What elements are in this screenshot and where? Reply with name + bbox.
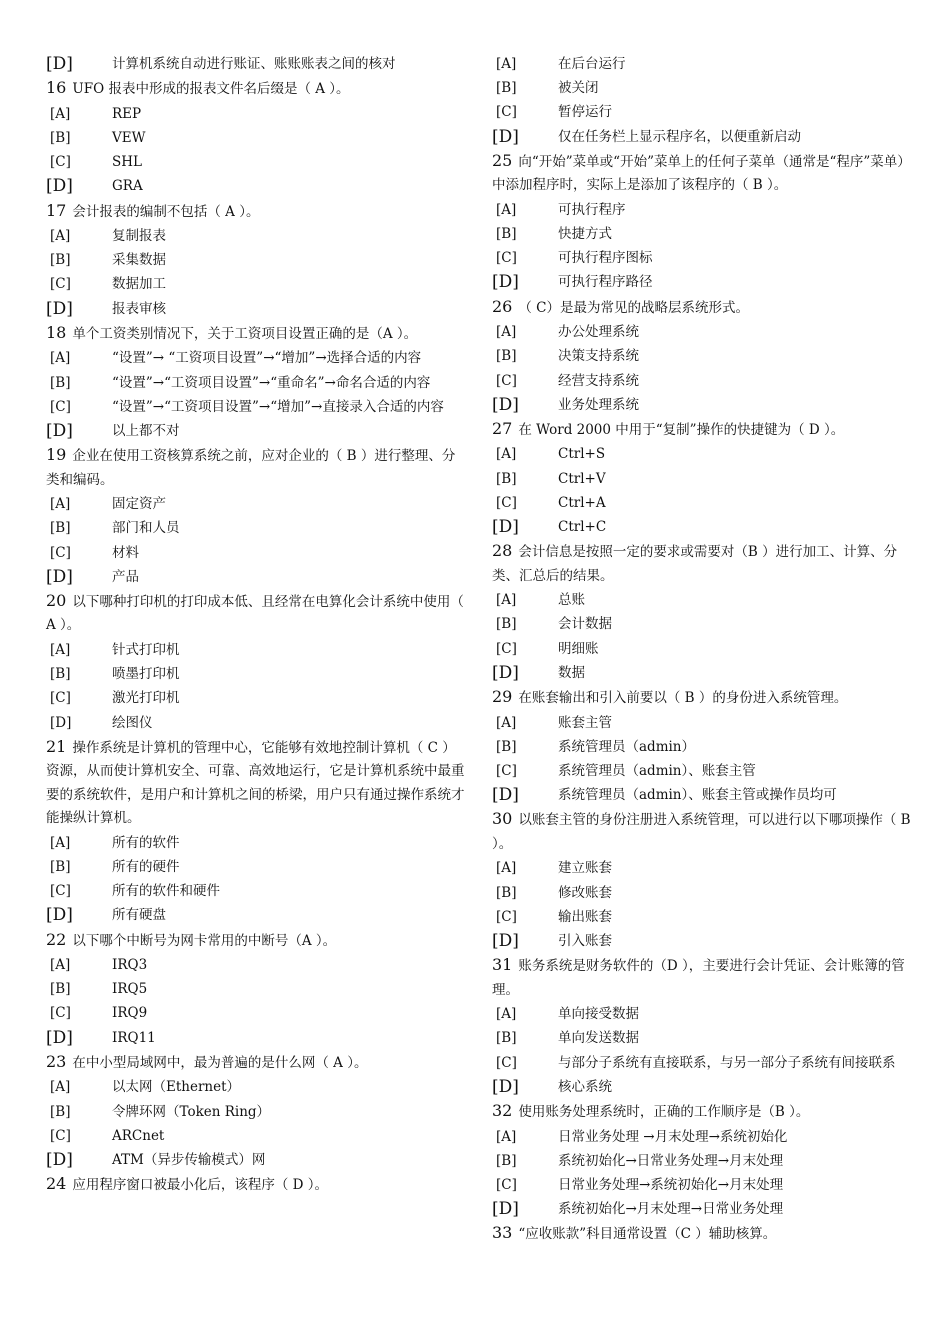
question-stem — [492, 149, 912, 198]
option-text: 令牌环网（Token Ring） — [112, 1103, 271, 1120]
option-text: Ctrl+V — [558, 470, 606, 487]
option-text: 会计数据 — [558, 616, 612, 633]
answer-option — [492, 1051, 912, 1075]
option-letter: [C] — [50, 1005, 71, 1022]
option-letter: [C] — [496, 1054, 517, 1071]
option-letter: [C] — [50, 398, 71, 415]
question-text: 账务系统是财务软件的（D ），主要进行会计凭证、会计账簿的管理。 — [492, 958, 905, 998]
option-text: GRA — [112, 178, 143, 195]
option-letter: [D] — [46, 566, 73, 587]
option-text: “设置”→“工资项目设置”→“增加”→直接录入合适的内容 — [112, 398, 444, 415]
option-letter: [A] — [50, 228, 71, 245]
option-letter: [B] — [50, 1103, 71, 1120]
question-number: 20 — [46, 590, 67, 610]
answer-option — [46, 419, 466, 443]
option-text: 明细账 — [558, 640, 599, 657]
option-letter: [D] — [46, 298, 73, 319]
answer-option — [492, 905, 912, 929]
answer-option — [46, 953, 466, 977]
question-text: 在中小型局域网中，最为普遍的是什么网（ A ）。 — [72, 1054, 368, 1071]
answer-option — [46, 52, 466, 76]
answer-option — [46, 1026, 466, 1050]
question-number: 26 — [492, 296, 513, 316]
option-text: IRQ11 — [112, 1029, 156, 1046]
question-number: 21 — [46, 736, 67, 756]
answer-option — [492, 1125, 912, 1149]
answer-option — [492, 515, 912, 539]
question-text: 操作系统是计算机的管理中心，它能够有效地控制计算机（ C ）资源，从而使计算机安全、可靠、高效地运行，它是计算机系统中最重要的系统软件，是用户和计算机之间的桥梁，用户只有通过操作系统才能操纵计算机。 — [46, 739, 465, 827]
option-letter: [D] — [492, 930, 519, 951]
question-text: （ C）是最为常见的战略层系统形式。 — [518, 299, 749, 316]
option-text: 采集数据 — [112, 252, 166, 269]
question-stem — [46, 1172, 466, 1198]
option-letter: [C] — [496, 372, 517, 389]
answer-option — [46, 711, 466, 735]
question-stem — [46, 1050, 466, 1076]
answer-option — [492, 1026, 912, 1050]
question-number: 19 — [46, 445, 67, 465]
answer-option — [46, 516, 466, 540]
question-text: 在账套输出和引入前要以（ B ）的身份进入系统管理。 — [518, 690, 848, 707]
answer-option — [46, 272, 466, 296]
option-letter: [D] — [492, 517, 519, 538]
option-letter: [A] — [50, 641, 71, 658]
answer-option — [492, 661, 912, 685]
option-text: 业务处理系统 — [558, 396, 639, 413]
answer-option — [492, 320, 912, 344]
option-letter: [A] — [496, 714, 517, 731]
answer-option — [492, 881, 912, 905]
answer-option — [46, 346, 466, 370]
question-stem — [46, 443, 466, 492]
question-number: 33 — [492, 1223, 513, 1243]
option-text: “设置”→“工资项目设置”→“重命名”→命名合适的内容 — [112, 374, 431, 391]
question-text: 向“开始”菜单或“开始”菜单上的任何子菜单（通常是“程序”菜单）中添加程序时，实际上是添加了该程序的（ B ）。 — [492, 153, 911, 194]
answer-option — [492, 125, 912, 149]
question-number: 22 — [46, 929, 67, 949]
answer-option — [492, 1173, 912, 1197]
option-letter: [C] — [496, 640, 517, 657]
answer-option — [46, 903, 466, 927]
option-text: 账套主管 — [558, 714, 612, 731]
option-letter: [C] — [50, 690, 71, 707]
answer-option — [492, 52, 912, 76]
option-letter: [D] — [46, 420, 73, 441]
question-stem — [46, 76, 466, 102]
question-text: “应收账款”科目通常设置（C ）辅助核算。 — [518, 1226, 777, 1243]
option-letter: [C] — [496, 1176, 517, 1193]
answer-option — [492, 856, 912, 880]
option-letter: [D] — [46, 905, 73, 926]
option-text: 报表审核 — [112, 300, 166, 317]
question-number: 24 — [46, 1174, 67, 1194]
option-text: 以上都不对 — [112, 422, 180, 439]
question-stem — [46, 199, 466, 225]
option-letter: [B] — [496, 226, 517, 243]
option-text: 以太网（Ethernet） — [112, 1079, 241, 1096]
question-number: 32 — [492, 1101, 513, 1120]
option-text: 材料 — [112, 544, 139, 561]
option-letter: [C] — [50, 1127, 71, 1144]
option-letter: [B] — [50, 666, 71, 683]
answer-option — [492, 393, 912, 417]
left-column — [46, 52, 466, 1198]
option-letter: [C] — [496, 494, 517, 511]
option-letter: [B] — [50, 374, 71, 391]
answer-option — [492, 588, 912, 612]
option-letter: [D] — [492, 1076, 519, 1097]
option-letter: [A] — [50, 496, 71, 513]
answer-option — [492, 491, 912, 515]
answer-option — [492, 467, 912, 491]
option-letter: [A] — [496, 56, 517, 72]
option-letter: [A] — [50, 834, 71, 851]
question-text: 使用账务处理系统时，正确的工作顺序是（B ）。 — [518, 1104, 810, 1120]
option-letter: [D] — [492, 394, 519, 415]
option-text: ARCnet — [112, 1127, 165, 1144]
answer-option — [492, 1002, 912, 1026]
answer-option — [46, 174, 466, 198]
option-text: 针式打印机 — [112, 641, 180, 658]
question-text: UFO 报表中形成的报表文件名后缀是（ A ）。 — [72, 81, 350, 98]
option-text: 系统管理员（admin）、账套主管或操作员均可 — [558, 787, 837, 804]
option-letter: [A] — [50, 350, 71, 367]
answer-option — [46, 855, 466, 879]
answer-option — [46, 565, 466, 589]
option-text: Ctrl+A — [558, 494, 606, 511]
answer-option — [46, 248, 466, 272]
option-text: 暂停运行 — [558, 104, 612, 121]
option-letter: [D] — [50, 714, 72, 731]
option-text: 建立账套 — [558, 860, 612, 877]
question-stem — [492, 953, 912, 1002]
answer-option — [46, 371, 466, 395]
option-text: 日常业务处理 →月末处理→系统初始化 — [558, 1128, 788, 1145]
question-text: 会计信息是按照一定的要求或需要对（B ）进行加工、计算、分类、汇总后的结果。 — [492, 544, 898, 584]
option-letter: [D] — [46, 54, 73, 74]
question-text: 以下哪个中断号为网卡常用的中断号（A ）。 — [72, 932, 337, 949]
option-letter: [B] — [496, 1030, 517, 1047]
option-letter: [D] — [492, 1199, 519, 1220]
answer-option — [46, 686, 466, 710]
option-letter: [A] — [496, 1128, 517, 1145]
answer-option — [492, 637, 912, 661]
option-letter: [C] — [496, 762, 517, 779]
option-text: 数据 — [558, 664, 585, 681]
option-text: 引入账套 — [558, 932, 612, 949]
answer-option — [492, 270, 912, 294]
question-stem — [492, 1221, 912, 1247]
option-letter: [B] — [496, 470, 517, 487]
question-number: 30 — [492, 809, 513, 829]
option-letter: [C] — [496, 250, 517, 267]
option-letter: [A] — [50, 1079, 71, 1096]
option-text: 所有的硬件 — [112, 858, 180, 875]
option-text: 输出账套 — [558, 908, 612, 925]
option-text: 系统管理员（admin） — [558, 738, 696, 755]
answer-option — [492, 929, 912, 953]
option-text: 所有的软件 — [112, 834, 180, 851]
option-letter: [B] — [50, 981, 71, 998]
option-letter: [D] — [492, 785, 519, 806]
option-text: 修改账套 — [558, 884, 612, 901]
answer-option — [492, 612, 912, 636]
option-letter: [D] — [492, 126, 519, 147]
option-text: 可执行程序路径 — [558, 274, 653, 291]
answer-option — [46, 662, 466, 686]
option-text: Ctrl+S — [558, 446, 606, 463]
answer-option — [46, 297, 466, 321]
question-text: 单个工资类别情况下，关于工资项目设置正确的是（A ）。 — [72, 325, 418, 342]
option-text: 复制报表 — [112, 228, 166, 245]
answer-option — [46, 395, 466, 419]
answer-option — [46, 1148, 466, 1172]
option-text: 被关闭 — [558, 80, 599, 97]
option-letter: [D] — [46, 1150, 73, 1170]
option-text: 决策支持系统 — [558, 348, 639, 365]
option-text: ATM（异步传输模式）网 — [112, 1152, 266, 1168]
option-letter: [A] — [496, 324, 517, 341]
option-letter: [B] — [496, 80, 517, 97]
question-stem — [492, 417, 912, 443]
option-letter: [A] — [496, 592, 517, 609]
option-text: 仅在任务栏上显示程序名，以便重新启动 — [558, 128, 801, 145]
option-letter: [D] — [492, 272, 519, 293]
answer-option — [492, 369, 912, 393]
option-text: 可执行程序图标 — [558, 250, 653, 267]
option-text: 与部分子系统有直接联系，与另一部分子系统有间接联系 — [558, 1054, 896, 1071]
question-stem — [46, 589, 466, 638]
question-number: 29 — [492, 687, 513, 707]
question-text: 应用程序窗口被最小化后，该程序（ D ）。 — [72, 1177, 329, 1194]
option-text: 日常业务处理→系统初始化→月末处理 — [558, 1176, 784, 1193]
answer-option — [46, 977, 466, 1001]
option-letter: [B] — [50, 520, 71, 537]
answer-option — [492, 222, 912, 246]
answer-option — [46, 638, 466, 662]
question-stem — [492, 295, 912, 321]
option-text: 快捷方式 — [558, 226, 612, 243]
answer-option — [492, 246, 912, 270]
option-text: 系统管理员（admin）、账套主管 — [558, 762, 756, 779]
option-letter: [D] — [492, 662, 519, 683]
option-text: “设置”→ “工资项目设置”→“增加”→选择合适的内容 — [112, 350, 422, 367]
question-text: 以账套主管的身份注册进入系统管理，可以进行以下哪项操作（ B ）。 — [492, 812, 911, 852]
question-stem — [46, 735, 466, 831]
option-letter: [C] — [50, 154, 71, 171]
answer-option — [46, 1124, 466, 1148]
option-letter: [A] — [496, 860, 517, 877]
option-text: 经营支持系统 — [558, 372, 639, 389]
question-text: 在 Word 2000 中用于“复制”操作的快捷键为（ D ）。 — [518, 421, 845, 438]
option-text: 总账 — [558, 592, 585, 609]
question-text: 企业在使用工资核算系统之前，应对企业的（ B ）进行整理、分类和编码。 — [46, 448, 456, 488]
answer-option — [492, 735, 912, 759]
option-text: 单向发送数据 — [558, 1030, 639, 1047]
option-letter: [C] — [496, 104, 517, 121]
option-text: REP — [112, 105, 142, 122]
answer-option — [46, 879, 466, 903]
option-letter: [A] — [496, 1006, 517, 1023]
option-letter: [B] — [50, 858, 71, 875]
option-text: Ctrl+C — [558, 519, 607, 536]
answer-option — [46, 1075, 466, 1099]
option-text: 绘图仪 — [112, 714, 153, 731]
option-text: 数据加工 — [112, 276, 166, 293]
option-text: 在后台运行 — [558, 56, 626, 72]
option-text: 计算机系统自动进行账证、账账账表之间的核对 — [112, 56, 396, 72]
option-letter: [B] — [496, 738, 517, 755]
question-stem — [492, 807, 912, 856]
option-letter: [A] — [496, 201, 517, 218]
question-stem — [492, 685, 912, 711]
answer-option — [46, 126, 466, 150]
question-number: 17 — [46, 200, 67, 220]
right-column — [492, 52, 912, 1247]
answer-option — [492, 442, 912, 466]
option-letter: [D] — [46, 1027, 73, 1048]
question-stem — [492, 539, 912, 588]
answer-option — [492, 1075, 912, 1099]
answer-option — [492, 783, 912, 807]
question-text: 以下哪种打印机的打印成本低、且经常在电算化会计系统中使用（ A ）。 — [46, 593, 464, 634]
option-text: 喷墨打印机 — [112, 666, 180, 683]
option-text: 激光打印机 — [112, 690, 180, 707]
option-letter: [A] — [496, 446, 517, 463]
option-letter: [B] — [496, 616, 517, 633]
answer-option — [492, 759, 912, 783]
question-stem — [492, 1099, 912, 1125]
option-letter: [A] — [50, 957, 71, 974]
option-letter: [D] — [46, 176, 73, 197]
option-text: 产品 — [112, 568, 139, 585]
option-letter: [C] — [496, 908, 517, 925]
question-number: 18 — [46, 322, 67, 342]
option-letter: [B] — [496, 1152, 517, 1169]
question-number: 25 — [492, 150, 513, 170]
option-text: 系统初始化→月末处理→日常业务处理 — [558, 1201, 784, 1218]
question-number: 23 — [46, 1051, 67, 1071]
option-text: 办公处理系统 — [558, 324, 639, 341]
answer-option — [492, 100, 912, 124]
question-number: 31 — [492, 955, 513, 975]
option-text: IRQ3 — [112, 957, 148, 974]
answer-option — [46, 831, 466, 855]
question-stem — [46, 928, 466, 954]
question-text: 会计报表的编制不包括（ A ）。 — [72, 203, 260, 220]
option-letter: [C] — [50, 276, 71, 293]
option-text: VEW — [112, 129, 146, 146]
option-text: 可执行程序 — [558, 201, 626, 218]
answer-option — [46, 1001, 466, 1025]
option-letter: [B] — [496, 884, 517, 901]
option-text: IRQ9 — [112, 1005, 148, 1022]
option-text: 系统初始化→日常业务处理→月末处理 — [558, 1152, 784, 1169]
question-number: 16 — [46, 78, 67, 98]
answer-option — [492, 344, 912, 368]
option-text: SHL — [112, 154, 142, 171]
question-number: 27 — [492, 418, 513, 438]
option-letter: [B] — [50, 252, 71, 269]
answer-option — [46, 102, 466, 126]
answer-option — [492, 1197, 912, 1221]
option-text: 核心系统 — [558, 1078, 612, 1095]
answer-option — [46, 150, 466, 174]
option-text: 单向接受数据 — [558, 1006, 639, 1023]
option-text: 所有硬盘 — [112, 907, 166, 924]
option-letter: [A] — [50, 105, 71, 122]
option-text: 所有的软件和硬件 — [112, 883, 220, 900]
answer-option — [46, 541, 466, 565]
question-number: 28 — [492, 541, 513, 561]
option-text: 固定资产 — [112, 496, 166, 513]
answer-option — [46, 224, 466, 248]
option-text: IRQ5 — [112, 981, 148, 998]
question-stem — [46, 321, 466, 347]
option-letter: [C] — [50, 544, 71, 561]
answer-option — [46, 1100, 466, 1124]
answer-option — [492, 1149, 912, 1173]
answer-option — [46, 492, 466, 516]
option-letter: [B] — [496, 348, 517, 365]
option-letter: [C] — [50, 883, 71, 900]
option-text: 部门和人员 — [112, 520, 180, 537]
answer-option — [492, 76, 912, 100]
answer-option — [492, 198, 912, 222]
option-letter: [B] — [50, 129, 71, 146]
answer-option — [492, 711, 912, 735]
